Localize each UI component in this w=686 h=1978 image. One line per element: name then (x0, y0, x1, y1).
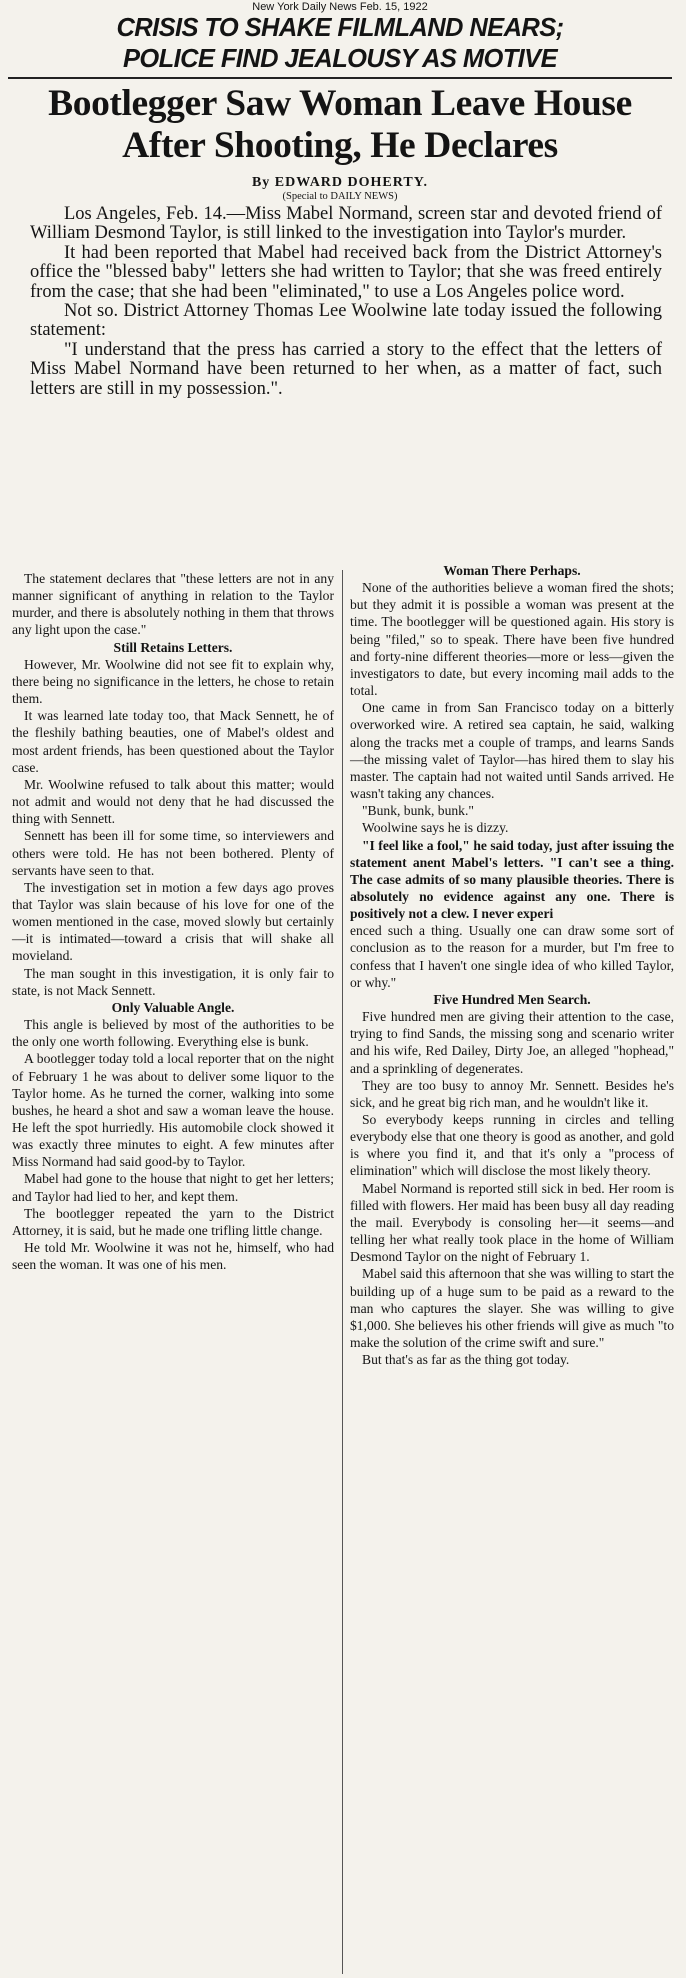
article-columns (12, 563, 674, 1974)
lead-paragraph: Los Angeles, Feb. 14.—Miss Mabel Normand, screen star and devoted friend of William Desmond Taylor, is still linked to the investigation into Taylor's murder. (30, 204, 662, 244)
article-paragraph: Mr. Woolwine refused to talk about this matter; would not admit and would not deny that he had discussed the thing with Sennett. (12, 776, 334, 827)
article-paragraph: But that's as far as the thing got today. (362, 1352, 570, 1368)
article-paragraph: Mabel had gone to the house that night to get her letters; and Taylor had lied to her, and kept them. (12, 1171, 334, 1204)
kicker-headline (8, 13, 672, 75)
article-paragraph: One came in from San Francisco today on a bitterly overworked wire. A retired sea captain, he said, walking along the tracks met a couple of tramps, and learns Sands—the missing valet of Taylor—has hired them to slay his master. The captain had not waited until Sands arrived. He wasn't taking any chances. (350, 700, 674, 802)
article-paragraph: The man sought in this investigation, it is only fair to state, is not Mack Sennett. (12, 965, 334, 998)
article-paragraph: Sennett has been ill for some time, so interviewers and others were told. He has not been bothered. Plenty of servants have seen to that. (12, 828, 334, 878)
subheading: Only Valuable Angle. (111, 999, 235, 1015)
article-paragraph: Five hundred men are giving their attention to the case, trying to find Sands, the missing song and scenario writer and his wife, Red Dailey, Dirty Joe, an alleged "hophead," and a sprinkling of degenerates. (350, 1009, 674, 1076)
article-paragraph: It was learned late today too, that Mack Sennett, he of the fleshily bathing beauties, one of Mabel's oldest and most ardent friends, has been questioned about the Taylor case. (12, 708, 334, 775)
headline-line-1: Bootlegger Saw Woman Leave House (48, 83, 632, 124)
article-paragraph: Mabel said this afternoon that she was willing to start the building up of a huge sum to be paid as a reward to the man who captures the slayer. She was willing to give $1,000. She believes his other friends will give as much "to make the solution of the crime swift and sure." (350, 1266, 674, 1351)
article-paragraph: enced such a thing. Usually one can draw some sort of conclusion as to the reason for a murder, but I'm free to confess that I haven't one single idea of who killed Taylor, or why." (350, 923, 674, 990)
subheading: Woman There Perhaps. (443, 563, 581, 578)
lead-paragraph: "I understand that the press has carried a story to the effect that the letters of Miss Mabel Normand have been returned to her when, as a matter of fact, such letters are still in my possession.". (30, 339, 662, 399)
article-paragraph: The investigation set in motion a few days ago proves that Taylor was slain because of his love for one of the women mentioned in the case, moved slowly but certainly—it is intimated—toward a crisis that will shake all movieland. (12, 879, 334, 964)
article-paragraph: Mabel Normand is reported still sick in bed. Her room is filled with flowers. Her maid has been busy all day reading the mail. Everybody is consoling her—it seems—and telling her what really took place in the home of William Desmond Taylor on the night of February 1. (350, 1180, 674, 1265)
article-paragraph: Woolwine says he is dizzy. (362, 820, 509, 836)
special-credit: (Special to DAILY NEWS) (282, 191, 398, 202)
article-paragraph: He told Mr. Woolwine it was not he, himself, who had seen the woman. It was one of his men. (12, 1240, 334, 1273)
article-paragraph: "Bunk, bunk, bunk." (362, 803, 474, 819)
lead-paragraph: It had been reported that Mabel had received back from the District Attorney's office the "blessed baby" letters she had written to Taylor; that she was freed entirely from the case; that she had been "eliminated," to use a Los Angeles police word. (30, 242, 662, 302)
article-paragraph: None of the authorities believe a woman fired the shots; but they admit it is possible a woman was present at the time. The bootlegger will be questioned again. His story is being "filed," so to speak. There have been five hundred and forty-nine different theories—more or less—given the investigators to date, but every incoming mail adds to the total. (350, 580, 674, 699)
article-paragraph: This angle is believed by most of the authorities to be the only one worth following. Everything else is bunk. (12, 1017, 334, 1050)
kicker-line-1: CRISIS TO SHAKE FILMLAND NEARS; (116, 14, 564, 42)
article-paragraph-bold: "I feel like a fool," he said today, just after issuing the statement anent Mabel's letters. "I can't see a thing. The case admits of so many plausible theories. There is absolutely no evidence against any one. There is positively not a clew. I never experi (350, 837, 674, 922)
subheading: Still Retains Letters. (113, 639, 233, 655)
article-paragraph: A bootlegger today told a local reporter that on the night of February 1 he was about to deliver some liquor to the Taylor home. As he turned the corner, walking into some bushes, he heard a shot and saw a woman leave the house. He left the spot hurriedly. His automobile clock showed it was exactly three minutes to eight. A few minutes after Miss Normand had said good-by to Taylor. (12, 1051, 334, 1170)
main-headline (8, 83, 672, 167)
article-paragraph: The bootlegger repeated the yarn to the District Attorney, it is said, but he made one trifling little change. (12, 1205, 334, 1238)
left-column (12, 570, 334, 1273)
headline-rule (8, 77, 672, 79)
article-paragraph: So everybody keeps running in circles and telling everybody else that one theory is good as another, and gold is where you find it, and that it's only a "process of elimination" which will disclose the most likely theory. (350, 1112, 674, 1179)
kicker-line-2: POLICE FIND JEALOUSY AS MOTIVE (123, 45, 557, 73)
right-column (350, 563, 674, 1368)
article-paragraph: The statement declares that "these letters are not in any manner significant of anything in relation to the Taylor murder, and there is absolutely nothing in them that throws any light upon the case." (12, 571, 334, 638)
lead-section (30, 205, 662, 399)
headline-line-2: After Shooting, He Declares (122, 125, 558, 166)
subheading: Five Hundred Men Search. (433, 991, 591, 1007)
column-divider (342, 570, 343, 1974)
source-line: New York Daily News Feb. 15, 1922 (252, 1, 428, 13)
lead-paragraph: Not so. District Attorney Thomas Lee Woolwine late today issued the following statement: (30, 301, 662, 341)
byline: By EDWARD DOHERTY. (251, 175, 429, 190)
article-paragraph: They are too busy to annoy Mr. Sennett. Besides he's sick, and he great big rich man, and he wouldn't like it. (350, 1077, 674, 1110)
article-paragraph: However, Mr. Woolwine did not see fit to explain why, there being no significance in the letters, he chose to retain them. (12, 656, 334, 707)
